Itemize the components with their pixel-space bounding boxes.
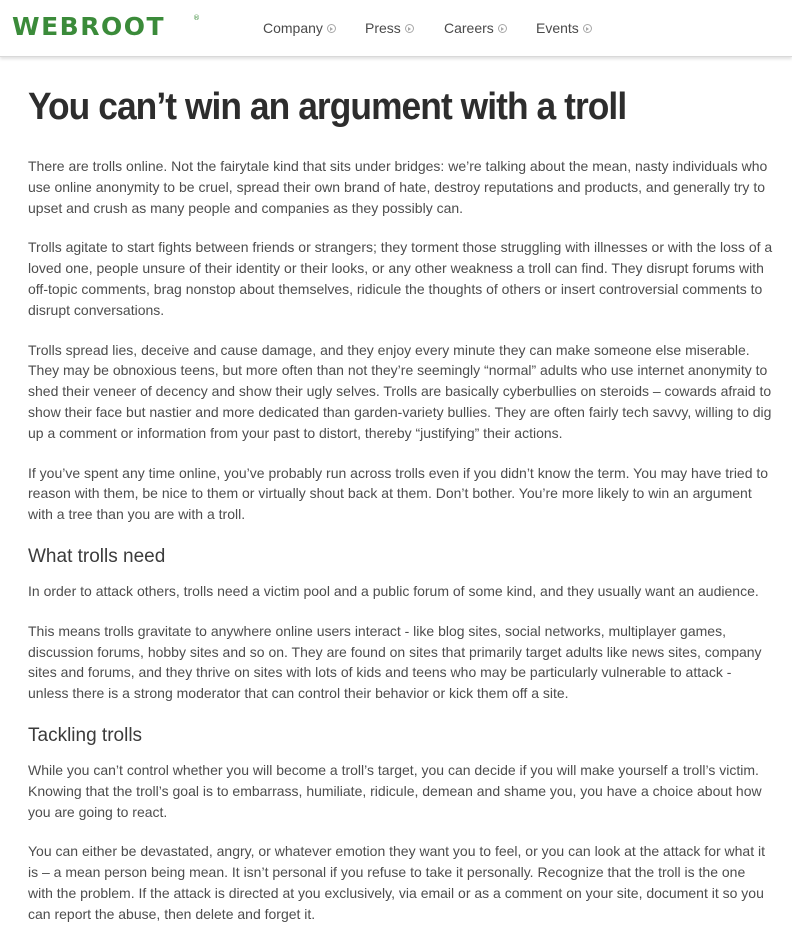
heading-tackling-trolls: Tackling trolls: [28, 724, 143, 746]
arrow-circle-icon: [405, 24, 414, 33]
arrow-circle-icon: [498, 24, 507, 33]
nav-events[interactable]: [536, 19, 592, 37]
arrow-circle-icon: [327, 24, 336, 33]
arrow-circle-icon: [583, 24, 592, 33]
nav-press-label: Press: [365, 20, 401, 36]
paragraph-lies: Trolls spread lies, deceive and cause damage, and they enjoy every minute they can make someone else miserable. They may be obnoxious teens, but more often than not they’re seemingly “normal” adults who use internet anonymity to shed their veneer of decency and show their ugly selves. Trolls are basically cyberbullies on steroids – cowards afraid to show their face but nastier and more dedicated than garden-variety bullies. They are often fairly tech savvy, willing to dig up a comment or information from your past to distort, thereby “justifying” their actions.: [28, 341, 772, 441]
webroot-logo[interactable]: WEBROOT: [12, 12, 166, 41]
nav-careers[interactable]: [444, 19, 536, 37]
nav-press[interactable]: [365, 19, 444, 37]
nav-company-label: Company: [263, 20, 323, 36]
main-nav: [263, 19, 592, 37]
heading-what-trolls-need: What trolls need: [28, 545, 166, 567]
site-header: [0, 0, 792, 57]
paragraph-attack: In order to attack others, trolls need a victim pool and a public forum of some kind, and they usually want an audience.: [28, 582, 759, 599]
paragraph-devastated: You can either be devastated, angry, or whatever emotion they want you to feel, or you can look at the attack for what it is – a mean person being mean. It isn’t personal if you refuse to take it personally. Recognize that the troll is the one with the problem. If the attack is directed at you exclusively, via email or as a comment on your site, document it so you can report the abuse, then delete and forget it.: [28, 843, 765, 922]
paragraph-online: If you’ve spent any time online, you’ve probably run across trolls even if you didn’t know the term. You may have tried to reason with them, be nice to them or virtually shout back at them. Don’t bother. You’re more likely to win an argument with a tree than you are with a troll.: [28, 464, 769, 523]
nav-careers-label: Careers: [444, 20, 494, 36]
paragraph-control: While you can’t control whether you will become a troll’s target, you can decide if you will make yourself a troll’s victim. Knowing that the troll’s goal is to embarrass, humiliate, ridicule, demean and shame you, you have a choice about how you are going to react.: [28, 761, 762, 820]
article-title: You can’t win an argument with a troll: [28, 86, 627, 128]
nav-events-label: Events: [536, 20, 579, 36]
nav-company[interactable]: [263, 19, 365, 37]
paragraph-intro: There are trolls online. Not the fairytale kind that sits under bridges: we’re talking about the mean, nasty individuals who use online anonymity to be cruel, spread their own brand of hate, destroy reputations and products, and generally try to upset and crush as many people and companies as they possibly can.: [28, 158, 768, 216]
paragraph-agitate: Trolls agitate to start fights between friends or strangers; they torment those struggling with illnesses or with the loss of a loved one, people unsure of their identity or their looks, or any other weakness a troll can find. They disrupt forums with off-topic comments, brag nonstop about themselves, ridicule the thoughts of others or insert controversial comments to disrupt conversations.: [28, 239, 773, 318]
registered-mark: ®: [193, 14, 200, 22]
article: [28, 85, 773, 925]
paragraph-gravitate: This means trolls gravitate to anywhere online users interact - like blog sites, social networks, multiplayer games, discussion forums, hobby sites and so on. They are found on sites that primarily target adults like news sites, company sites and forums, and they thrive on sites with lots of kids and teens who may be particularly vulnerable to attack - unless there is a strong moderator that can control their behavior or kick them off a site.: [28, 622, 762, 702]
